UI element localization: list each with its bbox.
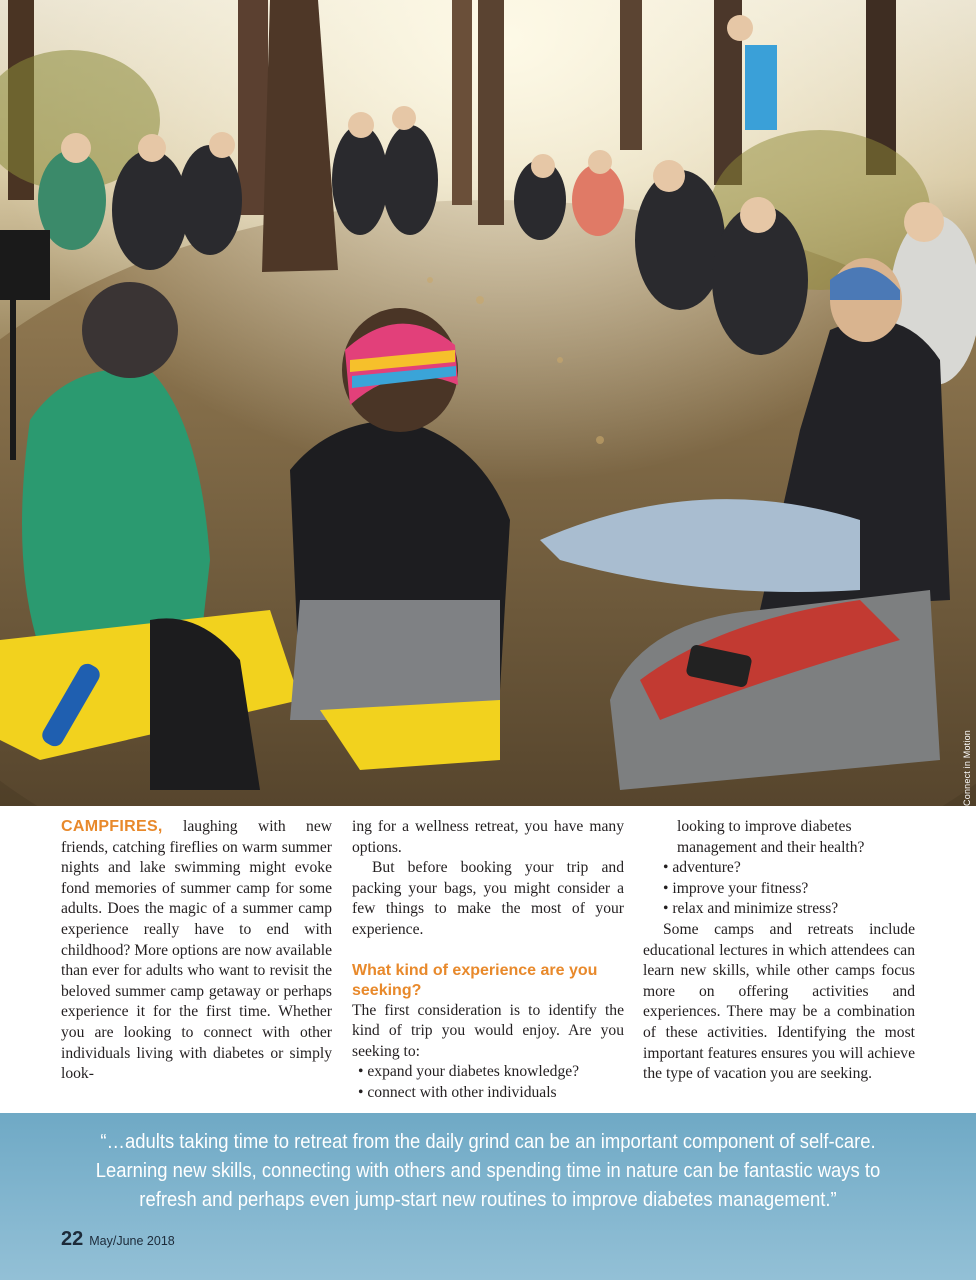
article-column-1 bbox=[61, 817, 332, 1085]
paragraph: Some camps and retreats include educational lectures in which attendees can learn new skills, while other camps focus more on offering activities and experiences. There may be a combination of these activities. Identifying the most important features ensures you will achieve the type of vacation you are seeking. bbox=[643, 920, 915, 1083]
list-item-continuation: looking to improve diabetes management and their health? bbox=[677, 818, 865, 856]
issue-date: May/June 2018 bbox=[89, 1234, 175, 1248]
list-item: • improve your fitness? bbox=[663, 879, 809, 897]
photo-credit: Connect in Motion bbox=[962, 730, 972, 806]
page-footer bbox=[61, 1228, 175, 1251]
list-item: • connect with other individuals bbox=[358, 1083, 557, 1101]
bullet-list bbox=[352, 1062, 624, 1103]
paragraph: ing for a wellness retreat, you have many options. bbox=[352, 818, 624, 856]
intro-text: laughing with new friends, catching fireflies on warm summer nights and lake swimming might evoke fond memories of summer camp for some adults. Does the magic of a summer camp experience really have to end with childhood? More options are now available than ever for adults who want to revisit the beloved summer camp getaway or perhaps experience it for the first time. Whether you are looking to connect with other individuals living with diabetes or simply look- bbox=[61, 818, 332, 1083]
list-item: • expand your diabetes knowledge? bbox=[358, 1063, 580, 1081]
list-item: • relax and minimize stress? bbox=[663, 900, 839, 918]
intro-paragraph bbox=[61, 817, 332, 1085]
page-number: 22 bbox=[61, 1228, 84, 1250]
list-item: • adventure? bbox=[663, 859, 741, 877]
lead-word: CAMPFIRES, bbox=[61, 818, 163, 835]
pull-quote: “…adults taking time to retreat from the daily grind can be an important component of self-care. Learning new skills, connecting with others and spending time in nature can be fantastic ways to refresh and perhaps even jump-start new routines to improve diabetes management.” bbox=[95, 1130, 881, 1211]
paragraph: The first consideration is to identify the kind of trip you would enjoy. Are you seeking to: bbox=[352, 1001, 624, 1060]
paragraph: But before booking your trip and packing your bags, you might consider a few things to make the most of your experience. bbox=[352, 859, 624, 938]
section-heading: What kind of experience are you seeking? bbox=[352, 961, 598, 999]
article-column-2 bbox=[352, 817, 624, 1104]
article-column-3 bbox=[643, 817, 915, 1085]
bullet-list bbox=[643, 858, 915, 920]
